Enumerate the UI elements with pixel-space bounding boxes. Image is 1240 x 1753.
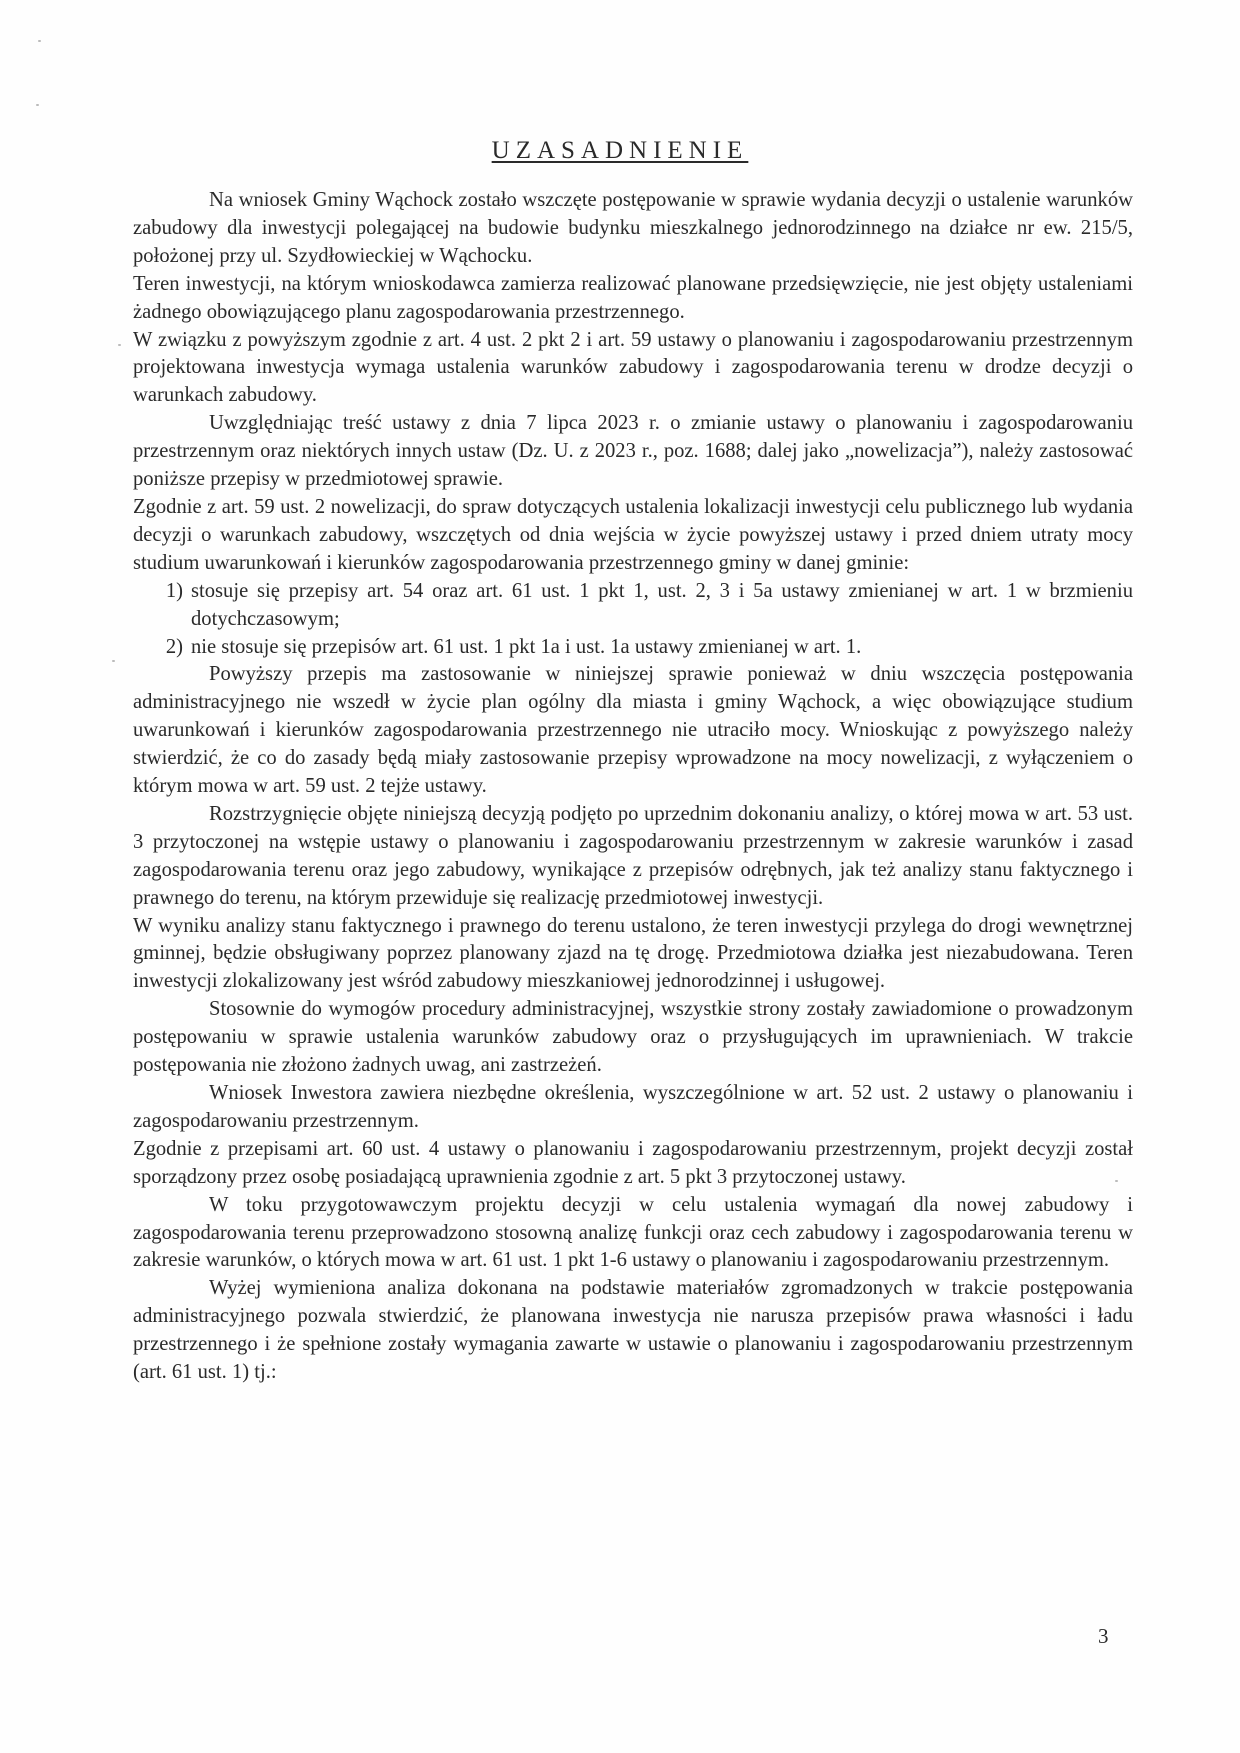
scan-speck (36, 104, 39, 106)
paragraph: Zgodnie z art. 59 ust. 2 nowelizacji, do spraw dotyczących ustalenia lokalizacji inwestycji celu publicznego lub wydania decyzji o warunkach zabudowy, wszczętych od dnia wejścia w życie powyższej ustawy i przed dniem utraty mocy studium uwarunkowań i kierunków zagospodarowania przestrzennego gminy w danej gminie: (133, 495, 1133, 574)
list-item-text: nie stosuje się przepisów art. 61 ust. 1 pkt 1a i ust. 1a ustawy zmienianej w art. 1. (191, 635, 862, 658)
scan-speck (112, 660, 115, 662)
scan-speck (118, 344, 121, 346)
paragraph: Na wniosek Gminy Wąchock zostało wszczęte postępowanie w sprawie wydania decyzji o ustalenie warunków zabudowy dla inwestycji polegającej na budowie budynku mieszkalnego jednorodzinnego na działce nr ew. 215/5, położonej przy ul. Szydłowieckiej w Wąchocku. (133, 189, 1133, 267)
list-item-number: 1) (165, 579, 183, 602)
document-body (133, 187, 1133, 1387)
scan-speck (1115, 1180, 1118, 1182)
paragraph: W związku z powyższym zgodnie z art. 4 ust. 2 pkt 2 i art. 59 ustawy o planowaniu i zagospodarowaniu przestrzennym projektowana inwestycja wymaga ustalenia warunków zabudowy i zagospodarowania terenu w drodze decyzji o warunkach zabudowy. (133, 328, 1133, 407)
page-number: 3 (1098, 1624, 1109, 1648)
paragraph: Zgodnie z przepisami art. 60 ust. 4 ustawy o planowaniu i zagospodarowaniu przestrzennym, projekt decyzji został sporządzony przez osobę posiadającą uprawnienia zgodnie z art. 5 pkt 3 przytoczonej ustawy. (133, 1137, 1133, 1188)
paragraph: W toku przygotowawczym projektu decyzji w celu ustalenia wymagań dla nowej zabudowy i zagospodarowania terenu przeprowadzono stosowną analizę funkcji oraz cech zabudowy i zagospodarowania terenu w zakresie warunków, o których mowa w art. 61 ust. 1 pkt 1-6 ustawy o planowaniu i zagospodarowaniu przestrzennym. (133, 1193, 1133, 1272)
list-item-number: 2) (165, 635, 183, 658)
paragraph: Rozstrzygnięcie objęte niniejszą decyzją podjęto po uprzednim dokonaniu analizy, o której mowa w art. 53 ust. 3 przytoczonej na wstępie ustawy o planowaniu i zagospodarowaniu przestrzennym w zakresie warunków i zasad zagospodarowania terenu oraz jego zabudowy, wynikające z przepisów odrębnych, jak też analizy stanu faktycznego i prawnego do terenu, na którym przewiduje się realizację przedmiotowej inwestycji. (133, 802, 1133, 909)
list-item (133, 578, 1133, 634)
paragraph: Stosownie do wymogów procedury administracyjnej, wszystkie strony zostały zawiadomione o prowadzonym postępowaniu w sprawie ustalenia warunków zabudowy oraz o przysługujących im uprawnieniach. W trakcie postępowania nie złożono żadnych uwag, ani zastrzeżeń. (133, 998, 1133, 1077)
scan-speck (38, 40, 41, 42)
paragraph: Powyższy przepis ma zastosowanie w niniejszej sprawie ponieważ w dniu wszczęcia postępowania administracyjnego nie wszedł w życie plan ogólny dla miasta i gminy Wąchock, a więc obowiązujące studium uwarunkowań i kierunków zagospodarowania przestrzennego nie utraciło mocy. Wnioskując z powyższego należy stwierdzić, że co do zasady będą miały zastosowanie przepisy wprowadzone na mocy nowelizacji, z wyłączeniem o którym mowa w art. 59 ust. 2 tejże ustawy. (133, 663, 1133, 798)
paragraph: Wniosek Inwestora zawiera niezbędne określenia, wyszczególnione w art. 52 ust. 2 ustawy o planowaniu i zagospodarowaniu przestrzennym. (133, 1082, 1133, 1132)
paragraph: Uwzględniając treść ustawy z dnia 7 lipca 2023 r. o zmianie ustawy o planowaniu i zagospodarowaniu przestrzennym oraz niektórych innych ustaw (Dz. U. z 2023 r., poz. 1688; dalej jako „nowelizacja”), należy zastosować poniższe przepisy w przedmiotowej sprawie. (133, 412, 1133, 491)
list-item (133, 634, 1133, 662)
list-item-text: stosuje się przepisy art. 54 oraz art. 61 ust. 1 pkt 1, ust. 2, 3 i 5a ustawy zmienianej w art. 1 w brzmieniu dotychczasowym; (191, 579, 1133, 630)
paragraph: Teren inwestycji, na którym wnioskodawca zamierza realizować planowane przedsięwzięcie, nie jest objęty ustaleniami żadnego obowiązującego planu zagospodarowania przestrzennego. (133, 272, 1133, 323)
paragraph: Wyżej wymieniona analiza dokonana na podstawie materiałów zgromadzonych w trakcie postępowania administracyjnego pozwala stwierdzić, że planowana inwestycja nie narusza przepisów prawa własności i ładu przestrzennego i że spełnione zostały wymagania zawarte w ustawie o planowaniu i zagospodarowaniu przestrzennym (art. 61 ust. 1) tj.: (133, 1277, 1133, 1384)
paragraph: W wyniku analizy stanu faktycznego i prawnego do terenu ustalono, że teren inwestycji przylega do drogi wewnętrznej gminnej, będzie obsługiwany poprzez planowany zjazd na tę drogę. Przedmiotowa działka jest niezabudowana. Teren inwestycji zlokalizowany jest wśród zabudowy mieszkaniowej jednorodzinnej i usługowej. (133, 914, 1133, 993)
document-title: UZASADNIENIE (491, 137, 749, 164)
